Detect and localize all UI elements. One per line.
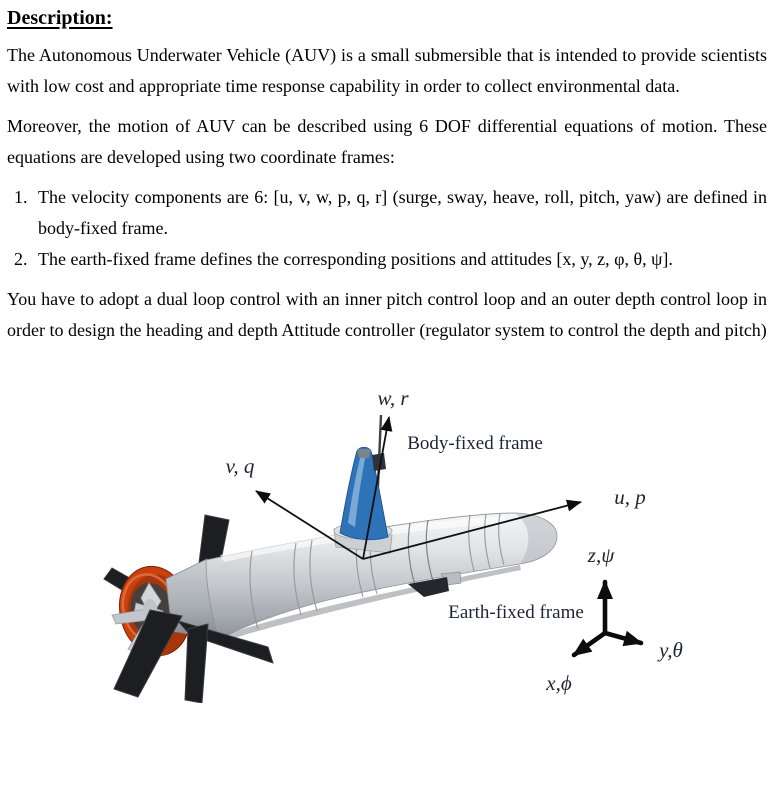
antenna <box>334 415 392 553</box>
axis-label-u-p: u, p <box>614 485 646 509</box>
list-item-velocity-components <box>7 182 767 244</box>
axis-label-y-theta: y,θ <box>659 638 683 662</box>
list-item-number: 2. <box>14 249 28 269</box>
auv-coordinate-frames-figure <box>0 363 774 703</box>
auv-vehicle <box>104 415 557 703</box>
antenna-tip-cap <box>357 449 371 458</box>
list-item-text: The earth-fixed frame defines the corresponding positions and attitudes [x, y, z, φ, θ, ψ]. <box>38 249 673 269</box>
tail-fin-lower <box>185 624 208 703</box>
document-title: Description: <box>7 7 113 29</box>
axis-label-z-psi: z,ψ <box>587 543 615 567</box>
paragraph-control-task: You have to adopt a dual loop control with an inner pitch control loop and an outer depth control loop in order to design the heading and depth Attitude controller (regulator system to control the depth and pitch) <box>7 289 767 340</box>
paragraph-auv-intro: The Autonomous Underwater Vehicle (AUV) is a small submersible that is intended to provide scientists with low cost and appropriate time response capability in order to collect environmental data. <box>7 45 767 96</box>
body-frame-label: Body-fixed frame <box>407 433 543 454</box>
auv-diagram <box>0 363 774 703</box>
axis-label-w-r: w, r <box>377 386 409 410</box>
coordinate-frames-list <box>7 182 767 275</box>
axis-y-theta <box>605 633 641 643</box>
earth-frame-label: Earth-fixed frame <box>448 602 584 623</box>
earth-frame-axes <box>574 582 641 655</box>
list-item-text: The velocity components are 6: [u, v, w, p, q, r] (surge, sway, heave, roll, pitch, yaw) are defined in body-fixed frame. <box>38 187 767 238</box>
list-item-earth-fixed-frame <box>7 244 767 275</box>
axis-x-phi <box>574 633 605 655</box>
axis-label-x-phi: x,ϕ <box>546 671 572 695</box>
axis-label-v-q: v, q <box>225 454 255 478</box>
list-item-number: 1. <box>14 187 28 207</box>
paragraph-dof-motion: Moreover, the motion of AUV can be described using 6 DOF differential equations of motion. These equations are developed using two coordinate frames: <box>7 116 767 167</box>
